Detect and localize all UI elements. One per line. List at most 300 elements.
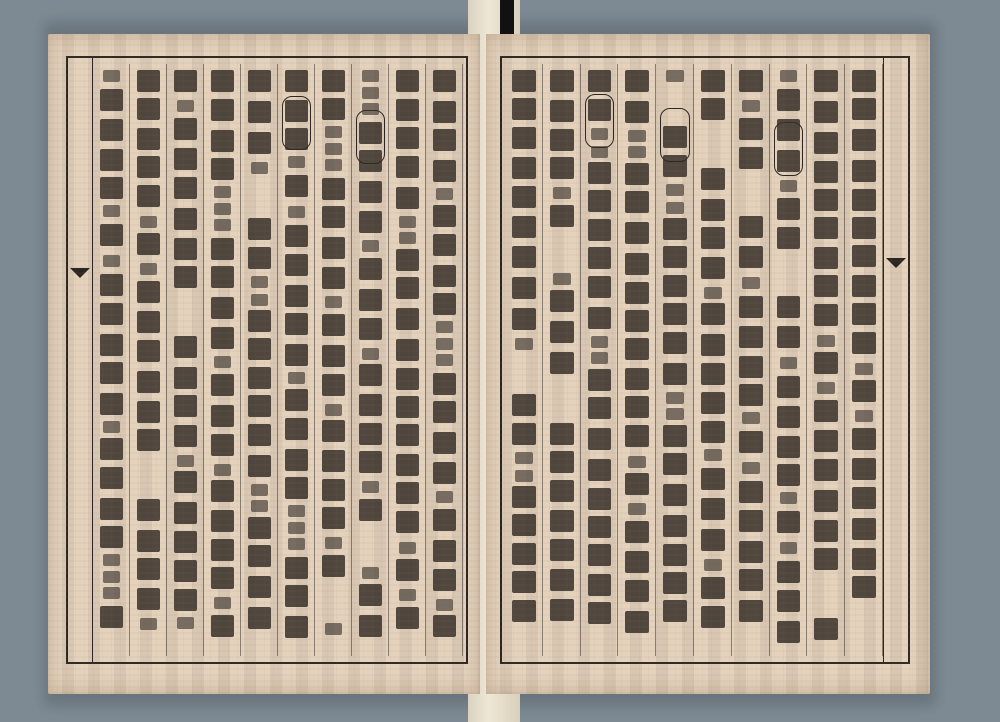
glyph-mark <box>100 274 123 296</box>
glyph-mark <box>248 310 271 332</box>
text-column <box>771 64 808 656</box>
glyph-mark <box>322 206 345 228</box>
glyph-mark <box>325 143 342 155</box>
glyph-mark <box>322 507 345 529</box>
glyph-mark <box>140 618 157 630</box>
glyph-mark <box>588 307 612 329</box>
glyph-mark <box>550 321 574 343</box>
glyph-mark <box>777 326 801 348</box>
glyph-mark <box>396 607 419 629</box>
glyph-mark <box>588 369 612 391</box>
glyph-mark <box>174 367 197 389</box>
glyph-mark <box>285 175 308 197</box>
glyph-mark <box>625 310 649 332</box>
glyph-mark <box>248 517 271 539</box>
glyph-mark <box>588 602 612 624</box>
glyph-mark <box>285 418 308 440</box>
glyph-mark <box>288 505 305 517</box>
glyph-mark <box>251 276 268 288</box>
glyph-mark <box>248 218 271 240</box>
glyph-mark <box>512 600 536 622</box>
glyph-mark <box>701 199 725 221</box>
glyph-mark <box>359 451 382 473</box>
glyph-mark <box>739 510 763 532</box>
glyph-mark <box>701 421 725 443</box>
glyph-mark <box>396 424 419 446</box>
glyph-mark <box>396 559 419 581</box>
glyph-mark <box>588 219 612 241</box>
glyph-mark <box>174 118 197 140</box>
glyph-mark <box>588 190 612 212</box>
text-column <box>846 64 883 656</box>
glyph-mark <box>814 430 838 452</box>
glyph-mark <box>359 423 382 445</box>
glyph-mark <box>701 168 725 190</box>
glyph-mark <box>814 520 838 542</box>
glyph-mark <box>137 156 160 178</box>
glyph-mark <box>625 222 649 244</box>
glyph-mark <box>285 585 308 607</box>
glyph-mark <box>588 428 612 450</box>
glyph-mark <box>663 303 687 325</box>
glyph-mark <box>666 408 684 420</box>
glyph-mark <box>322 98 345 120</box>
glyph-mark <box>251 484 268 496</box>
glyph-mark <box>359 584 382 606</box>
glyph-mark <box>248 607 271 629</box>
glyph-mark <box>739 326 763 348</box>
glyph-mark <box>174 395 197 417</box>
glyph-mark <box>433 70 456 92</box>
glyph-mark <box>100 498 123 520</box>
glyph-mark <box>701 70 725 92</box>
glyph-mark <box>396 396 419 418</box>
glyph-mark <box>852 303 876 325</box>
glyph-mark <box>625 70 649 92</box>
glyph-mark <box>588 276 612 298</box>
glyph-mark <box>362 240 379 252</box>
glyph-mark <box>625 368 649 390</box>
glyph-mark <box>359 394 382 416</box>
text-column <box>390 64 426 656</box>
glyph-mark <box>588 574 612 596</box>
glyph-mark <box>137 429 160 451</box>
glyph-mark <box>814 459 838 481</box>
glyph-mark <box>137 70 160 92</box>
glyph-mark <box>739 118 763 140</box>
glyph-mark <box>285 616 308 638</box>
glyph-mark <box>174 531 197 553</box>
glyph-mark <box>663 544 687 566</box>
glyph-mark <box>396 277 419 299</box>
text-column <box>131 64 167 656</box>
glyph-mark <box>433 205 456 227</box>
glyph-mark <box>777 198 801 220</box>
glyph-mark <box>512 98 536 120</box>
glyph-mark <box>285 449 308 471</box>
glyph-mark <box>285 225 308 247</box>
glyph-mark <box>701 498 725 520</box>
glyph-mark <box>512 186 536 208</box>
glyph-mark <box>512 246 536 268</box>
glyph-mark <box>100 303 123 325</box>
glyph-mark <box>322 479 345 501</box>
glyph-mark <box>625 191 649 213</box>
glyph-mark <box>174 471 197 493</box>
glyph-mark <box>628 130 646 142</box>
glyph-mark <box>663 484 687 506</box>
text-column <box>353 64 389 656</box>
glyph-mark <box>211 158 234 180</box>
glyph-mark <box>214 219 231 231</box>
glyph-mark <box>588 162 612 184</box>
glyph-mark <box>777 436 801 458</box>
glyph-mark <box>855 410 873 422</box>
glyph-mark <box>325 404 342 416</box>
glyph-mark <box>739 431 763 453</box>
glyph-mark <box>211 327 234 349</box>
glyph-mark <box>433 401 456 423</box>
fishtail-mark <box>886 258 906 268</box>
glyph-mark <box>852 458 876 480</box>
glyph-mark <box>701 606 725 628</box>
glyph-mark <box>177 100 194 112</box>
glyph-mark <box>359 615 382 637</box>
glyph-mark <box>137 311 160 333</box>
glyph-mark <box>814 247 838 269</box>
glyph-mark <box>322 70 345 92</box>
glyph-mark <box>396 511 419 533</box>
glyph-mark <box>396 308 419 330</box>
glyph-mark <box>663 246 687 268</box>
glyph-mark <box>512 486 536 508</box>
glyph-mark <box>137 401 160 423</box>
glyph-mark <box>325 623 342 635</box>
glyph-mark <box>100 334 123 356</box>
glyph-mark <box>103 70 120 82</box>
glyph-mark <box>214 203 231 215</box>
glyph-mark <box>174 70 197 92</box>
glyph-mark <box>248 338 271 360</box>
glyph-mark <box>322 345 345 367</box>
glyph-mark <box>814 189 838 211</box>
glyph-mark <box>777 464 801 486</box>
glyph-mark <box>359 318 382 340</box>
glyph-mark <box>701 227 725 249</box>
glyph-mark <box>704 559 722 571</box>
glyph-mark <box>433 265 456 287</box>
glyph-mark <box>588 516 612 538</box>
glyph-mark <box>325 126 342 138</box>
glyph-mark <box>852 518 876 540</box>
glyph-mark <box>288 522 305 534</box>
glyph-mark <box>704 449 722 461</box>
glyph-mark <box>663 572 687 594</box>
text-column <box>506 64 543 656</box>
text-column <box>316 64 352 656</box>
glyph-mark <box>701 363 725 385</box>
glyph-mark <box>780 357 798 369</box>
glyph-mark <box>322 374 345 396</box>
text-column <box>619 64 656 656</box>
glyph-mark <box>285 389 308 411</box>
glyph-mark <box>739 70 763 92</box>
glyph-mark <box>852 576 876 598</box>
glyph-mark <box>701 529 725 551</box>
glyph-mark <box>588 99 612 121</box>
glyph-mark <box>628 146 646 158</box>
glyph-mark <box>433 462 456 484</box>
glyph-mark <box>433 293 456 315</box>
glyph-mark <box>285 70 308 92</box>
right-page-border-frame <box>500 56 910 664</box>
text-column <box>808 64 845 656</box>
glyph-mark <box>137 558 160 580</box>
glyph-mark <box>591 352 609 364</box>
glyph-mark <box>214 356 231 368</box>
glyph-mark <box>852 428 876 450</box>
glyph-mark <box>742 277 760 289</box>
glyph-mark <box>137 98 160 120</box>
glyph-mark <box>777 89 801 111</box>
glyph-mark <box>433 373 456 395</box>
glyph-mark <box>852 189 876 211</box>
glyph-mark <box>362 348 379 360</box>
glyph-mark <box>628 503 646 515</box>
glyph-mark <box>399 542 416 554</box>
glyph-mark <box>817 335 835 347</box>
glyph-mark <box>663 515 687 537</box>
glyph-mark <box>739 296 763 318</box>
glyph-mark <box>814 490 838 512</box>
glyph-mark <box>362 87 379 99</box>
glyph-mark <box>103 421 120 433</box>
glyph-mark <box>396 249 419 271</box>
glyph-mark <box>248 247 271 269</box>
glyph-mark <box>211 130 234 152</box>
glyph-mark <box>663 363 687 385</box>
text-column <box>279 64 315 656</box>
glyph-mark <box>359 122 382 144</box>
glyph-mark <box>739 541 763 563</box>
glyph-mark <box>436 491 453 503</box>
glyph-mark <box>588 459 612 481</box>
glyph-mark <box>663 275 687 297</box>
glyph-mark <box>625 611 649 633</box>
glyph-mark <box>550 70 574 92</box>
glyph-mark <box>285 100 308 122</box>
glyph-mark <box>248 576 271 598</box>
glyph-mark <box>399 232 416 244</box>
glyph-mark <box>433 160 456 182</box>
glyph-mark <box>396 482 419 504</box>
glyph-mark <box>625 338 649 360</box>
glyph-mark <box>814 400 838 422</box>
glyph-mark <box>285 557 308 579</box>
glyph-mark <box>174 502 197 524</box>
glyph-mark <box>512 308 536 330</box>
glyph-mark <box>211 615 234 637</box>
glyph-mark <box>396 70 419 92</box>
glyph-mark <box>701 577 725 599</box>
glyph-mark <box>777 511 801 533</box>
glyph-mark <box>739 600 763 622</box>
glyph-mark <box>359 181 382 203</box>
glyph-mark <box>211 434 234 456</box>
glyph-mark <box>625 551 649 573</box>
glyph-mark <box>663 453 687 475</box>
glyph-mark <box>100 362 123 384</box>
glyph-mark <box>663 126 687 148</box>
glyph-mark <box>550 510 574 532</box>
glyph-mark <box>211 266 234 288</box>
glyph-mark <box>625 396 649 418</box>
glyph-mark <box>777 227 801 249</box>
glyph-mark <box>666 70 684 82</box>
text-column <box>544 64 581 656</box>
glyph-mark <box>396 156 419 178</box>
glyph-mark <box>103 255 120 267</box>
glyph-mark <box>103 587 120 599</box>
glyph-mark <box>550 157 574 179</box>
glyph-mark <box>137 340 160 362</box>
glyph-mark <box>550 599 574 621</box>
glyph-mark <box>433 129 456 151</box>
glyph-mark <box>140 263 157 275</box>
glyph-mark <box>704 287 722 299</box>
text-column <box>427 64 463 656</box>
glyph-mark <box>436 188 453 200</box>
glyph-mark <box>852 275 876 297</box>
glyph-mark <box>777 150 801 172</box>
glyph-mark <box>512 423 536 445</box>
glyph-mark <box>433 569 456 591</box>
glyph-mark <box>814 217 838 239</box>
glyph-mark <box>248 132 271 154</box>
glyph-mark <box>814 101 838 123</box>
glyph-mark <box>399 589 416 601</box>
glyph-mark <box>396 454 419 476</box>
glyph-mark <box>777 590 801 612</box>
glyph-mark <box>100 224 123 246</box>
glyph-mark <box>814 132 838 154</box>
glyph-mark <box>436 338 453 350</box>
text-column <box>582 64 619 656</box>
glyph-mark <box>701 98 725 120</box>
glyph-mark <box>325 537 342 549</box>
glyph-mark <box>248 545 271 567</box>
glyph-mark <box>663 425 687 447</box>
glyph-mark <box>701 468 725 490</box>
glyph-mark <box>288 156 305 168</box>
glyph-mark <box>433 234 456 256</box>
glyph-mark <box>288 206 305 218</box>
glyph-mark <box>174 266 197 288</box>
left-page-block-center-strip <box>68 58 93 662</box>
glyph-mark <box>512 571 536 593</box>
glyph-mark <box>137 185 160 207</box>
glyph-mark <box>433 101 456 123</box>
glyph-mark <box>285 128 308 150</box>
glyph-mark <box>550 290 574 312</box>
glyph-mark <box>512 216 536 238</box>
glyph-mark <box>852 98 876 120</box>
glyph-mark <box>553 187 571 199</box>
glyph-mark <box>739 246 763 268</box>
glyph-mark <box>359 211 382 233</box>
glyph-mark <box>817 382 835 394</box>
right-page <box>486 34 930 694</box>
glyph-mark <box>174 560 197 582</box>
glyph-mark <box>742 462 760 474</box>
glyph-mark <box>211 374 234 396</box>
glyph-mark <box>852 70 876 92</box>
glyph-mark <box>248 70 271 92</box>
glyph-mark <box>852 487 876 509</box>
glyph-mark <box>436 354 453 366</box>
glyph-mark <box>628 456 646 468</box>
glyph-mark <box>739 147 763 169</box>
glyph-mark <box>663 155 687 177</box>
glyph-mark <box>322 314 345 336</box>
glyph-mark <box>322 237 345 259</box>
glyph-mark <box>436 599 453 611</box>
glyph-mark <box>322 555 345 577</box>
glyph-mark <box>625 425 649 447</box>
glyph-mark <box>248 395 271 417</box>
glyph-mark <box>362 567 379 579</box>
glyph-mark <box>174 238 197 260</box>
glyph-mark <box>591 336 609 348</box>
glyph-mark <box>550 569 574 591</box>
glyph-mark <box>666 392 684 404</box>
glyph-mark <box>100 89 123 111</box>
glyph-mark <box>814 161 838 183</box>
glyph-mark <box>852 332 876 354</box>
glyph-mark <box>625 163 649 185</box>
glyph-mark <box>103 554 120 566</box>
glyph-mark <box>855 363 873 375</box>
glyph-mark <box>553 273 571 285</box>
glyph-mark <box>780 492 798 504</box>
glyph-mark <box>666 202 684 214</box>
glyph-mark <box>251 294 268 306</box>
glyph-mark <box>322 450 345 472</box>
glyph-mark <box>852 548 876 570</box>
glyph-mark <box>103 205 120 217</box>
glyph-mark <box>550 205 574 227</box>
glyph-mark <box>625 101 649 123</box>
glyph-mark <box>285 285 308 307</box>
glyph-mark <box>512 157 536 179</box>
glyph-mark <box>739 356 763 378</box>
glyph-mark <box>359 150 382 172</box>
glyph-mark <box>137 588 160 610</box>
glyph-mark <box>177 455 194 467</box>
glyph-mark <box>211 510 234 532</box>
glyph-mark <box>814 275 838 297</box>
glyph-mark <box>742 412 760 424</box>
glyph-mark <box>140 216 157 228</box>
glyph-mark <box>852 380 876 402</box>
glyph-mark <box>251 162 268 174</box>
glyph-mark <box>285 313 308 335</box>
glyph-mark <box>625 521 649 543</box>
text-column <box>657 64 694 656</box>
fishtail-mark <box>70 268 90 278</box>
glyph-mark <box>100 177 123 199</box>
glyph-mark <box>739 481 763 503</box>
